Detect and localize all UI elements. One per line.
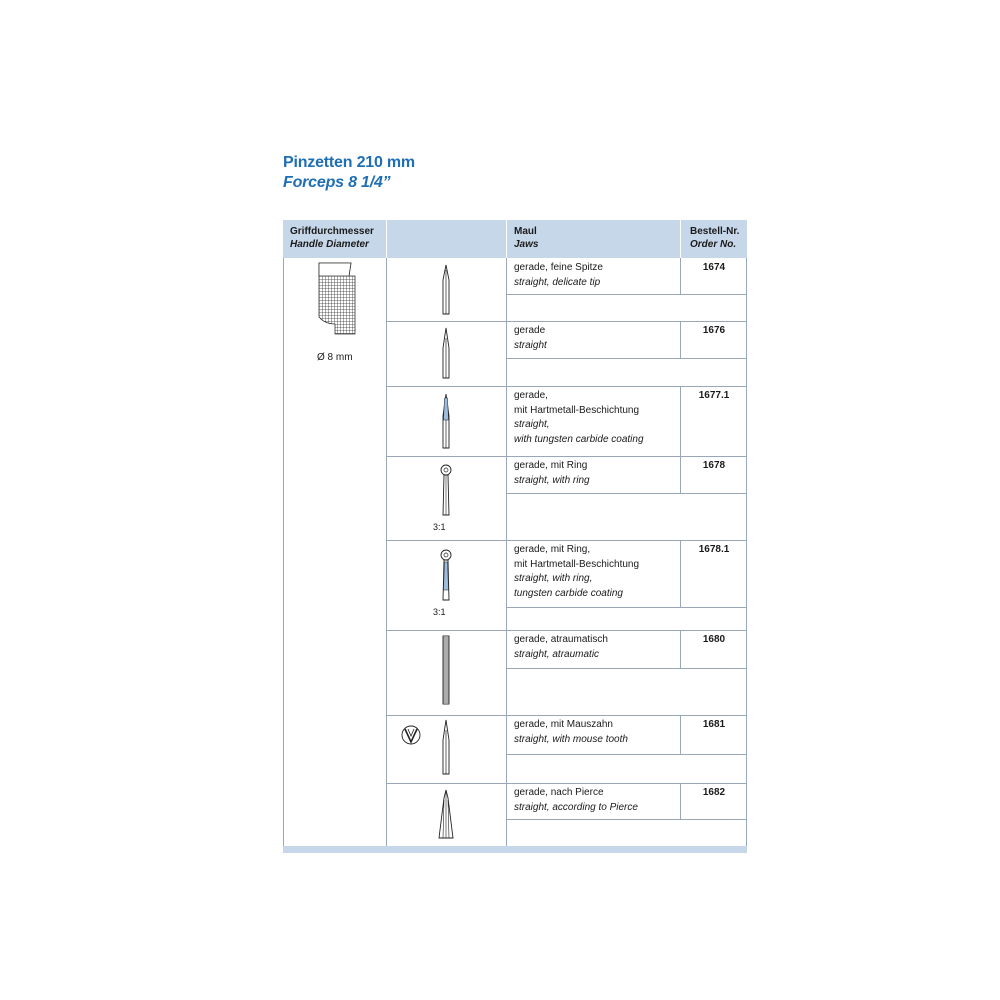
header-order-en: Order No. <box>690 239 737 250</box>
jaw-description <box>514 389 644 447</box>
jaw-description-de: gerade, nach Pierce <box>514 787 604 798</box>
subrow-divider <box>506 358 747 359</box>
row-divider <box>386 456 747 457</box>
order-number: 1678 <box>702 460 726 471</box>
jaw-description-de: gerade, mit Mauszahn <box>514 719 613 730</box>
forceps-carbide-icon <box>443 394 449 448</box>
order-number: 1677.1 <box>698 390 730 401</box>
jaw-description-en: straight, <box>514 419 550 430</box>
forceps-atraumatic-icon <box>443 636 449 704</box>
jaw-description-en: straight <box>514 339 547 351</box>
scale-label: 3:1 <box>433 522 446 532</box>
jaw-description <box>514 459 590 488</box>
order-number: 1678.1 <box>698 544 730 555</box>
jaw-description-en: straight, according to Pierce <box>514 801 638 813</box>
header-handle-en: Handle Diameter <box>290 239 369 250</box>
title-english: Forceps 8 1/4” <box>283 174 391 191</box>
subrow-divider <box>506 493 747 494</box>
subrow-divider <box>506 819 747 820</box>
jaw-description-en: straight, atraumatic <box>514 648 600 660</box>
row-divider <box>386 630 747 631</box>
jaw-description-de: mit Hartmetall-Beschichtung <box>514 558 640 570</box>
order-number: 1680 <box>702 634 726 645</box>
subrow-divider <box>506 607 747 608</box>
forceps-straight-icon <box>443 328 449 378</box>
row-divider <box>386 715 747 716</box>
forceps-ring-icon <box>441 465 451 515</box>
jaw-description-en: straight, with ring, <box>514 573 593 584</box>
header-jaws-en: Jaws <box>514 239 539 250</box>
header-handle-de: Griffdurchmesser <box>290 226 374 237</box>
forceps-ring-carbide-icon <box>441 550 451 600</box>
mouse-tooth-detail-icon <box>402 726 420 744</box>
row-divider <box>386 321 747 322</box>
product-table <box>283 220 747 853</box>
jaw-description-en: straight, with ring <box>514 474 590 486</box>
jaw-description <box>514 718 628 747</box>
jaw-description-en: tungsten carbide coating <box>514 587 623 599</box>
subrow-divider <box>506 294 747 295</box>
subrow-divider <box>506 668 747 669</box>
jaw-description <box>514 633 608 662</box>
jaw-description-de: gerade, feine Spitze <box>514 262 603 273</box>
header-jaws-de: Maul <box>514 226 537 237</box>
forceps-mouse-tooth-icon <box>443 720 449 774</box>
row-divider <box>386 783 747 784</box>
jaw-description <box>514 786 638 815</box>
table-footer-bar <box>283 846 747 853</box>
jaw-description <box>514 543 639 601</box>
forceps-illustrations <box>283 220 747 846</box>
row-divider <box>386 540 747 541</box>
jaw-description-de: gerade, mit Ring, <box>514 544 591 555</box>
header-order-de: Bestell-Nr. <box>690 226 740 237</box>
row-divider <box>386 386 747 387</box>
subrow-divider <box>506 754 747 755</box>
jaw-description-de: gerade, atraumatisch <box>514 634 608 645</box>
title-german: Pinzetten 210 mm <box>283 154 415 171</box>
jaw-description-en: straight, delicate tip <box>514 276 601 288</box>
jaw-description-de: gerade <box>514 325 546 336</box>
jaw-description-de: gerade, mit Ring <box>514 460 588 471</box>
page-title <box>283 153 415 193</box>
jaw-description-de: mit Hartmetall-Beschichtung <box>514 404 640 416</box>
jaw-description-en: with tungsten carbide coating <box>514 433 644 445</box>
jaw-description-de: gerade, <box>514 390 548 401</box>
jaw-description-en: straight, with mouse tooth <box>514 733 628 745</box>
order-number: 1681 <box>702 719 726 730</box>
handle-diameter-value: Ø 8 mm <box>317 352 353 363</box>
jaw-description <box>514 261 603 290</box>
order-number: 1682 <box>702 787 726 798</box>
order-number: 1674 <box>702 262 726 273</box>
forceps-pierce-icon <box>439 790 453 838</box>
scale-label: 3:1 <box>433 607 446 617</box>
forceps-fine-tip-icon <box>443 265 449 314</box>
jaw-description <box>514 324 547 353</box>
order-number: 1676 <box>702 325 726 336</box>
